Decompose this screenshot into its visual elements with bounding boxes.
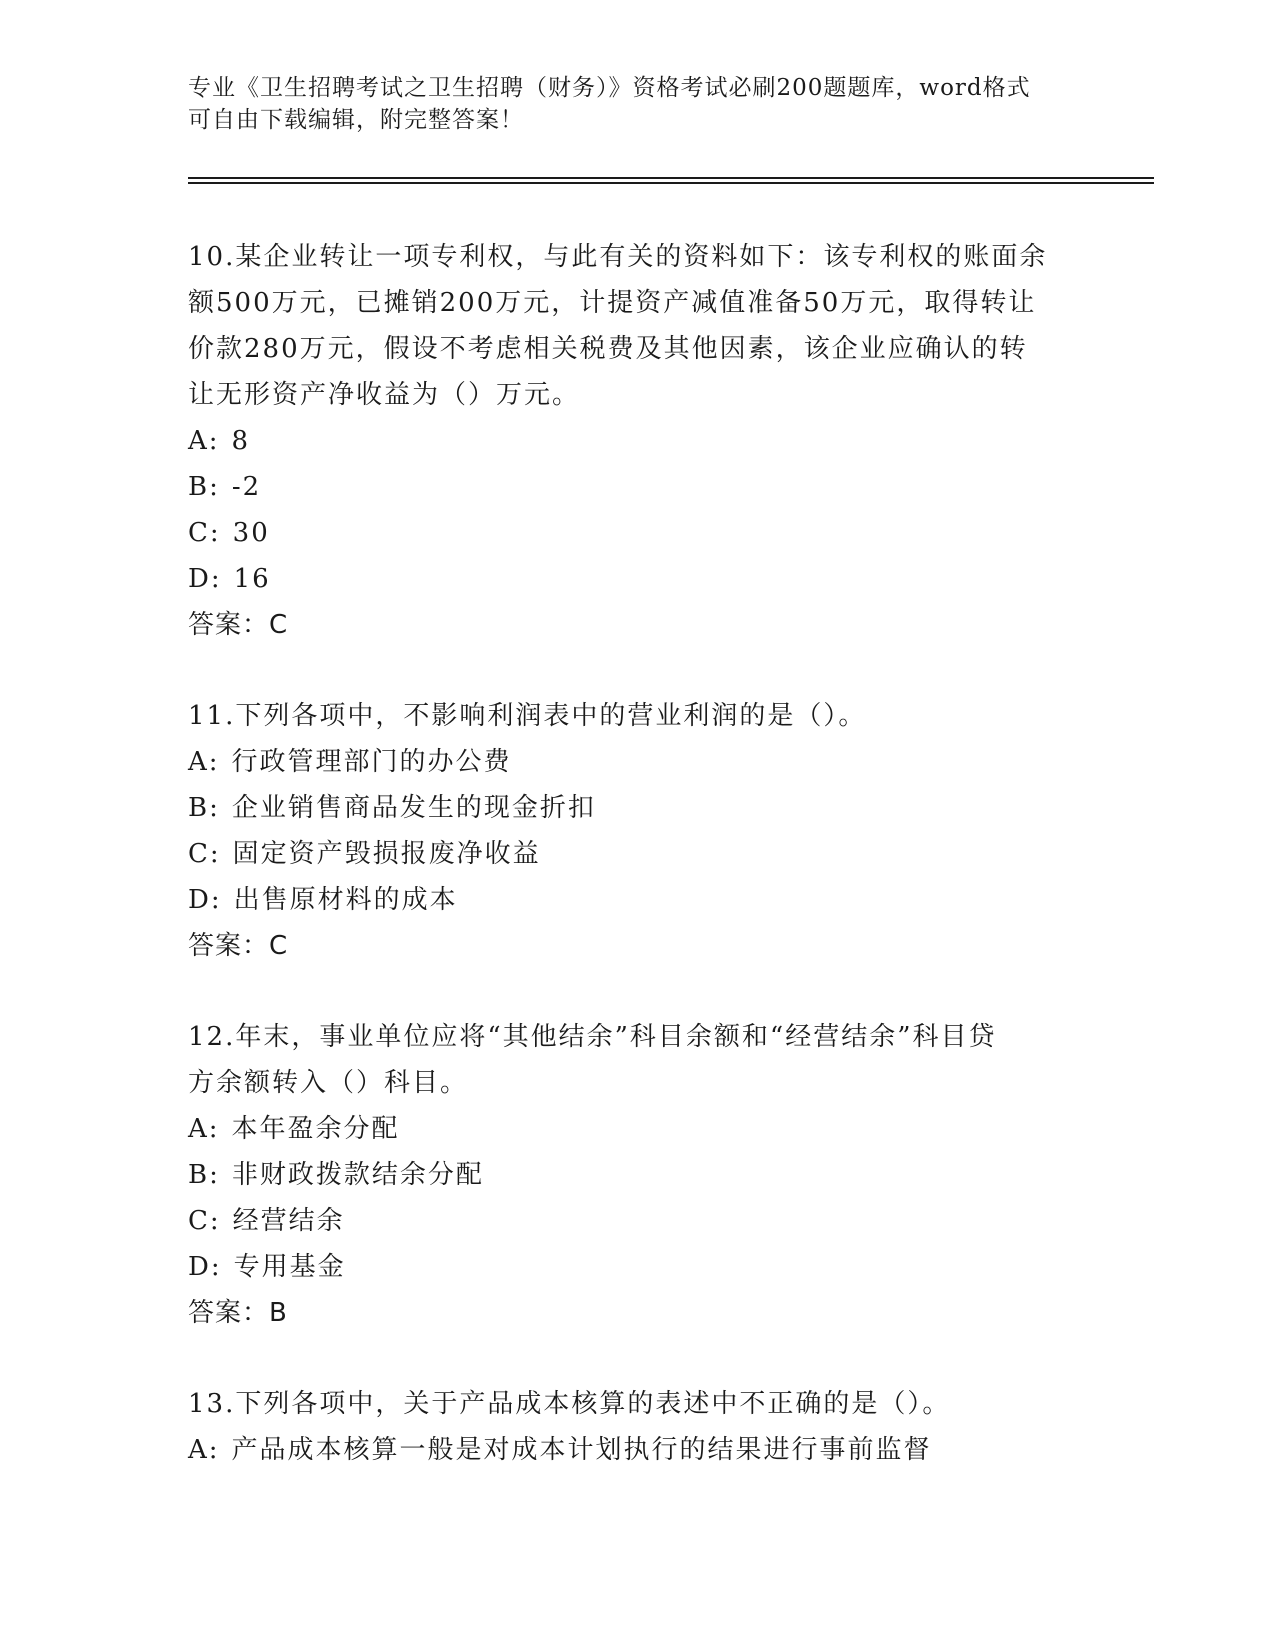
- question-text: [188, 234, 1078, 418]
- option-value: -2: [231, 472, 262, 502]
- question-13: [188, 1381, 1078, 1473]
- option-key: B:: [188, 472, 220, 502]
- option-value: 非财政拨款结余分配: [231, 1160, 484, 1190]
- question-text-line: 方余额转入（）科目。: [188, 1068, 469, 1098]
- header-line-2: 可自由下载编辑，附完整答案！: [188, 107, 524, 133]
- option-value: 8: [231, 426, 251, 456]
- answer-label: 答案：B: [188, 1298, 288, 1328]
- option-key: A:: [188, 747, 220, 777]
- option-c: [188, 1198, 1078, 1244]
- option-value: 产品成本核算一般是对成本计划执行的结果进行事前监督: [231, 1435, 932, 1465]
- question-text: [188, 693, 1078, 739]
- option-c: [188, 510, 1078, 556]
- option-key: B:: [188, 793, 220, 823]
- option-a: [188, 1427, 1078, 1473]
- option-value: 本年盈余分配: [231, 1114, 400, 1144]
- question-11: [188, 693, 1078, 969]
- question-list: [188, 234, 1078, 1473]
- option-a: [188, 1106, 1078, 1152]
- option-key: D:: [188, 885, 222, 915]
- option-value: 经营结余: [232, 1206, 345, 1236]
- header-line-1: 专业《卫生招聘考试之卫生招聘（财务）》资格考试必刷200题题库，word格式: [188, 75, 1031, 101]
- option-key: D:: [188, 1252, 222, 1282]
- option-key: C:: [188, 518, 221, 548]
- question-text-line: 12.年末，事业单位应将“其他结余”科目余额和“经营结余”科目贷: [188, 1022, 997, 1052]
- option-key: C:: [188, 839, 221, 869]
- header-divider-bottom: [188, 182, 1154, 184]
- question-text-line: 10.某企业转让一项专利权，与此有关的资料如下：该专利权的账面余: [188, 242, 1048, 272]
- option-b: [188, 785, 1078, 831]
- option-d: [188, 556, 1078, 602]
- option-a: [188, 739, 1078, 785]
- question-text-line: 让无形资产净收益为（）万元。: [188, 380, 581, 410]
- header-divider-top: [188, 177, 1154, 179]
- answer-label: 答案：C: [188, 610, 289, 640]
- question-text-line: 额500万元，已摊销200万元，计提资产减值准备50万元，取得转让: [188, 288, 1037, 318]
- option-a: [188, 418, 1078, 464]
- option-c: [188, 831, 1078, 877]
- question-text: [188, 1381, 1078, 1427]
- option-key: A:: [188, 426, 220, 456]
- question-12: [188, 1014, 1078, 1336]
- question-spacer: [188, 648, 1078, 693]
- option-value: 固定资产毁损报废净收益: [232, 839, 541, 869]
- option-key: C:: [188, 1206, 221, 1236]
- question-text-line: 11.下列各项中，不影响利润表中的营业利润的是（）。: [188, 701, 867, 731]
- option-key: D:: [188, 564, 222, 594]
- option-b: [188, 464, 1078, 510]
- option-key: B:: [188, 1160, 220, 1190]
- option-key: A:: [188, 1114, 220, 1144]
- option-value: 30: [232, 518, 270, 548]
- question-text-line: 价款280万元，假设不考虑相关税费及其他因素，该企业应确认的转: [188, 334, 1028, 364]
- question-10: [188, 234, 1078, 648]
- document-header: [188, 72, 1068, 136]
- option-d: [188, 877, 1078, 923]
- question-text: [188, 1014, 1078, 1106]
- option-value: 16: [233, 564, 271, 594]
- option-value: 出售原材料的成本: [233, 885, 458, 915]
- option-b: [188, 1152, 1078, 1198]
- option-key: A:: [188, 1435, 220, 1465]
- question-text-line: 13.下列各项中，关于产品成本核算的表述中不正确的是（）。: [188, 1389, 951, 1419]
- question-spacer: [188, 1336, 1078, 1381]
- option-value: 行政管理部门的办公费: [231, 747, 512, 777]
- answer-label: 答案：C: [188, 931, 289, 961]
- option-value: 企业销售商品发生的现金折扣: [231, 793, 596, 823]
- option-value: 专用基金: [233, 1252, 346, 1282]
- option-d: [188, 1244, 1078, 1290]
- question-spacer: [188, 969, 1078, 1014]
